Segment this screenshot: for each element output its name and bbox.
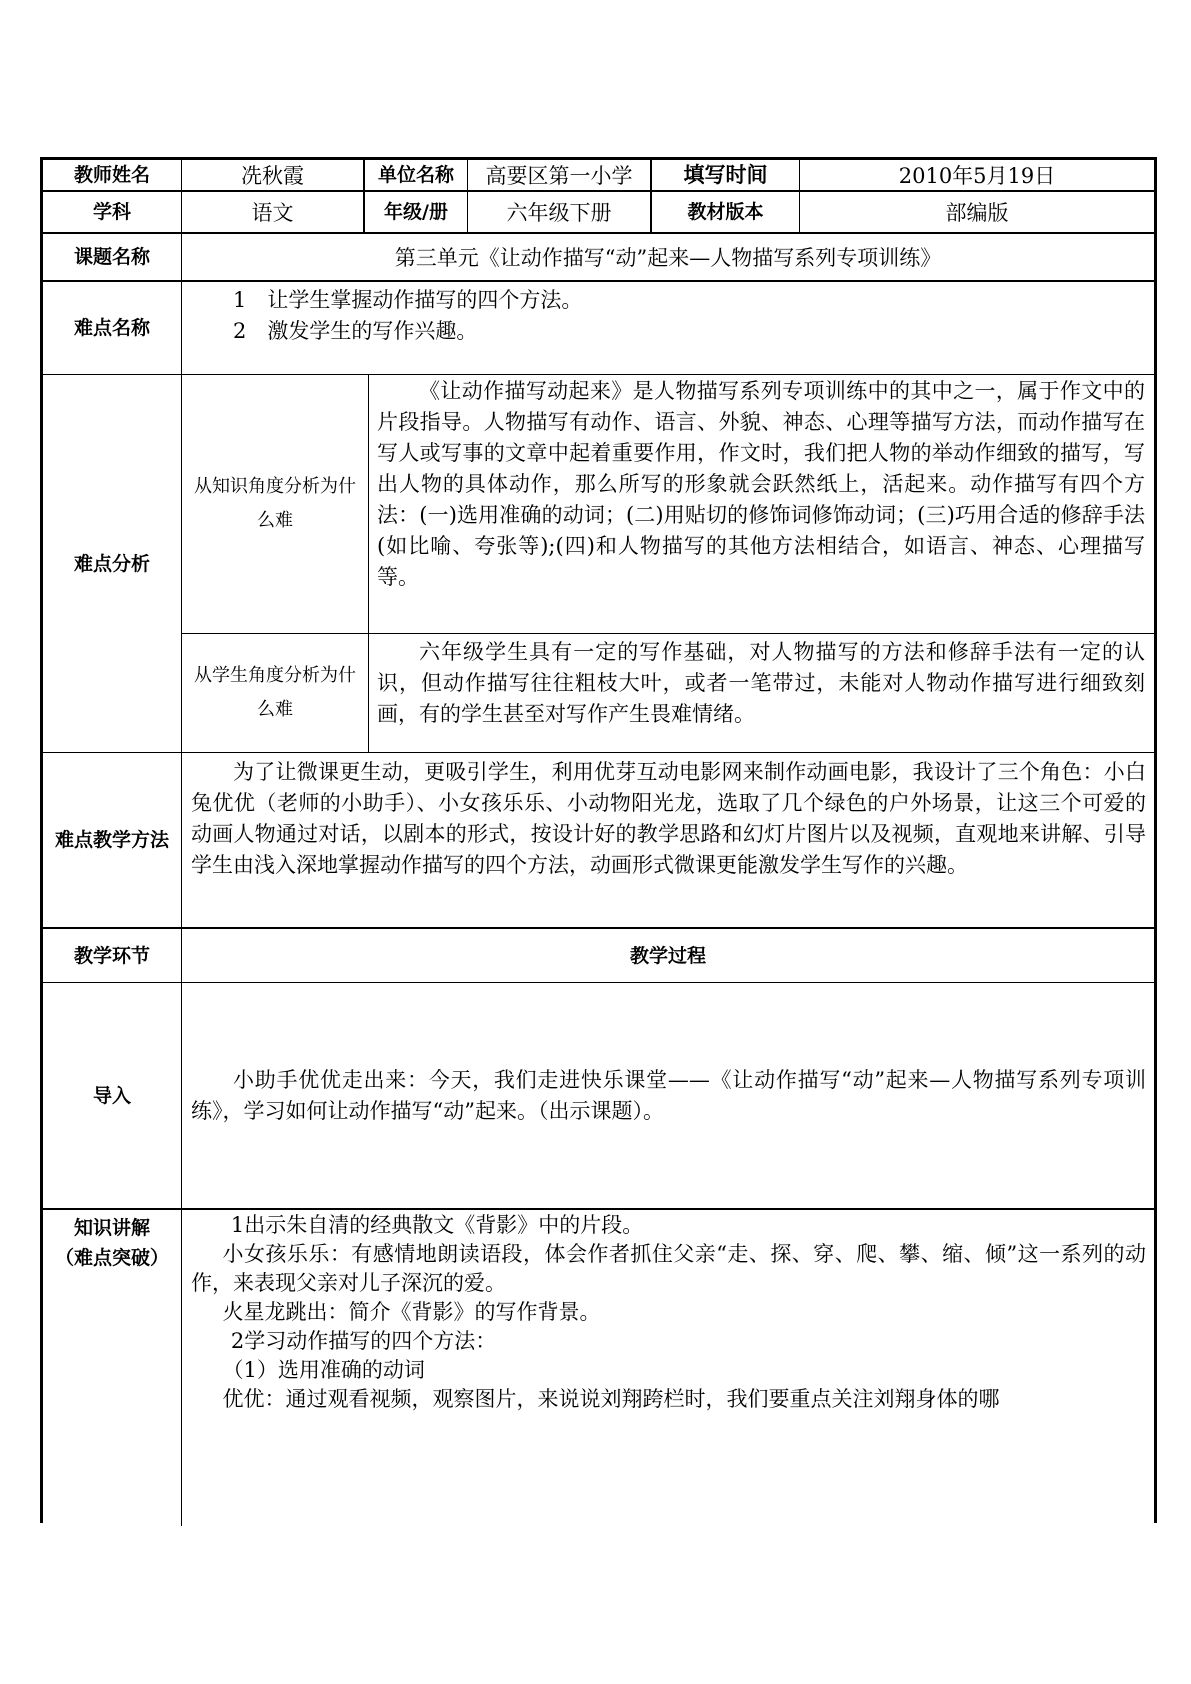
subject-value: 语文 [251,201,294,225]
unit-name-label: 单位名称 [377,164,454,186]
knowledge-section-text [191,1211,1146,1526]
knowledge-line: 2学习动作描写的四个方法： [230,1329,497,1353]
column-divider [181,160,182,1526]
edition-label: 教材版本 [687,201,764,223]
student-angle-text: 六年级学生具有一定的写作基础，对人物描写的方法和修辞手法有一定的认识，但动作描写往往粗枝大叶，或者一笔带过，未能对人物动作描写进行细致刻画，有的学生甚至对写作产生畏难情绪。 [377,640,1145,726]
row-divider [43,752,1154,753]
knowledge-angle-text: 《让动作描写动起来》是人物描写系列专项训练中的其中之一，属于作文中的片段指导。人物描写有动作、语言、外貌、神态、心理等描写方法，而动作描写在写人或写事的文章中起着重要作用，作文时，我们把人物的举动作细致的描写，写出人物的具体动作，那么所写的形象就会跃然纸上，活起来。动作描写有四个方法：(一)选用准确的动词；(二)用贴切的修饰词修饰动词；(三)巧用合适的修辞手法(如比喻、夸张等);(四)和人物描写的其他方法相结合，如语言、神态、心理描写等。 [377,379,1145,589]
knowledge-label-line: （难点突破） [54,1247,169,1269]
difficulty-item: 2 激发学生的写作兴趣。 [233,319,478,343]
knowledge-line: 1出示朱自清的经典散文《背影》中的片段。 [230,1213,644,1237]
analysis-label: 难点分析 [73,552,150,575]
intro-label: 导入 [92,1084,131,1107]
difficulty-item: 1 让学生掌握动作描写的四个方法。 [233,288,583,312]
knowledge-section-label [43,1213,181,1283]
teacher-name-value: 冼秋霞 [241,164,304,188]
row-divider [43,982,1154,983]
knowledge-label-line: 知识讲解 [73,1217,150,1239]
row-divider [43,1208,1154,1210]
student-angle-label: 从学生角度分析为什么难 [194,665,356,720]
subject-label: 学科 [92,201,131,223]
edition-value: 部编版 [945,201,1009,225]
knowledge-line: 火星龙跳出：简介《背影》的写作背景。 [222,1300,601,1324]
knowledge-angle-label: 从知识角度分析为什么难 [194,476,356,531]
grade-label: 年级/册 [384,201,448,223]
method-text: 为了让微课更生动，更吸引学生，利用优芽互动电影网来制作动画电影，我设计了三个角色：小白兔优优（老师的小助手）、小女孩乐乐、小动物阳光龙，选取了几个绿色的户外场景，让这三个可爱的动画人物通过对话，以剧本的形式，按设计好的教学思路和幻灯片图片以及视频，直观地来讲解、引导学生由浅入深地掌握动作描写的四个方法，动画形式微课更能激发学生写作的兴趣。 [191,760,1146,877]
process-header: 教学过程 [629,944,706,967]
row-divider [43,280,1154,282]
grade-value: 六年级下册 [506,201,612,225]
fill-date-value: 2010年5月19日 [898,164,1056,188]
knowledge-line: （1）选用准确的动词 [222,1358,425,1382]
lesson-plan-table [40,157,1157,1523]
unit-name-value: 高要区第一小学 [485,164,633,188]
column-divider [368,374,369,752]
topic-value: 第三单元《让动作描写“动”起来—人物描写系列专项训练》 [394,246,942,270]
difficulty-label: 难点名称 [73,317,150,339]
teacher-name-label: 教师姓名 [73,164,150,186]
stage-header: 教学环节 [73,944,150,967]
intro-text: 小助手优优走出来：今天，我们走进快乐课堂——《让动作描写“动”起来—人物描写系列专项训练》，学习如何让动作描写“动”起来。（出示课题）。 [191,1068,1146,1123]
topic-label: 课题名称 [73,246,150,268]
difficulty-list [233,285,1133,365]
knowledge-line: 优优：通过观看视频，观察图片，来说说刘翔跨栏时，我们要重点关注刘翔身体的哪 [222,1387,1000,1411]
knowledge-line: 小女孩乐乐：有感情地朗读语段，体会作者抓住父亲“走、探、穿、爬、攀、缩、倾”这一系列的动作，来表现父亲对儿子深沉的爱。 [191,1242,1146,1295]
method-label: 难点教学方法 [54,829,169,851]
fill-date-label: 填写时间 [683,163,768,187]
